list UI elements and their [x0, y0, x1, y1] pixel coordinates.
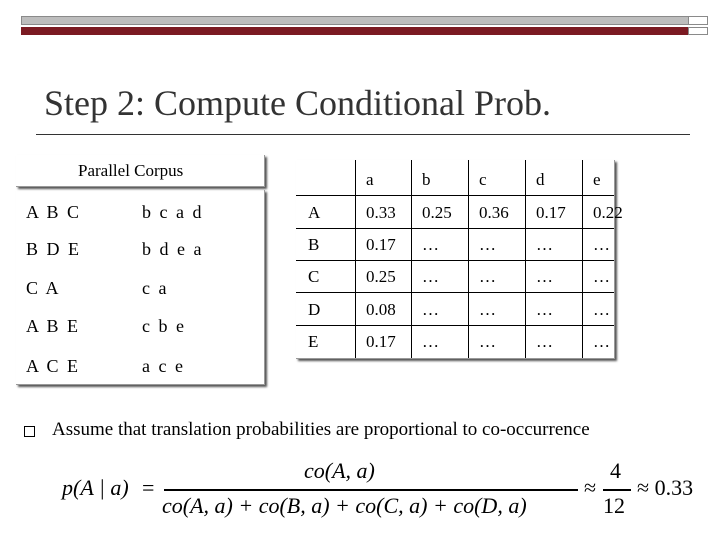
probability-table [296, 160, 623, 358]
table-grid-line [525, 160, 526, 358]
conditional-probability-formula [62, 458, 694, 520]
table-cell: … [536, 267, 553, 286]
formula-lhs: p(A | a) [62, 475, 129, 500]
column-header: a [366, 170, 374, 189]
corpus-header-label: Parallel Corpus [78, 161, 184, 180]
table-cell: … [536, 235, 553, 254]
table-cell: … [422, 332, 439, 351]
row-header: C [308, 267, 320, 286]
corpus-source: A C E [26, 356, 81, 376]
table-cell: 0.33 [366, 203, 396, 222]
table-cell: … [422, 300, 439, 319]
column-header: d [536, 170, 545, 189]
row-header: A [308, 203, 321, 222]
table-cell: 0.36 [479, 203, 509, 222]
red-strip [21, 27, 708, 35]
formula-equals: = [142, 475, 155, 500]
row-header: E [308, 332, 319, 351]
corpus-source: A B E [26, 316, 81, 336]
fraction-bar [603, 489, 631, 491]
page-title: Step 2: Compute Conditional Prob. [44, 83, 552, 123]
table-cell: … [593, 235, 610, 254]
fraction-bar [164, 489, 578, 491]
row-header: B [308, 235, 320, 254]
table-grid-line [582, 160, 583, 358]
table-cell: … [593, 300, 610, 319]
table-cell: 0.25 [366, 267, 396, 286]
table-cell: … [422, 235, 439, 254]
corpus-source: C A [26, 278, 61, 298]
title-divider [36, 134, 690, 135]
table-grid-line [468, 160, 469, 358]
fraction-numerator: 4 [610, 458, 621, 483]
table-grid-line [355, 160, 356, 358]
corpus-target: c a [142, 278, 169, 298]
formula-denominator: co(A, a) + co(B, a) + co(C, a) + co(D, a) [162, 493, 527, 518]
table-cell: … [479, 235, 496, 254]
grey-strip [21, 16, 708, 25]
corpus-list [16, 190, 265, 385]
fraction-denominator: 12 [603, 493, 625, 518]
table-cell: … [479, 267, 496, 286]
table-grid-line [296, 195, 614, 196]
corpus-header [16, 155, 265, 187]
column-header: b [422, 170, 431, 189]
table-cell: … [536, 332, 553, 351]
corpus-source: A B C [26, 202, 82, 222]
corpus-target: a c e [142, 356, 185, 376]
table-cell: … [536, 300, 553, 319]
table-cell: 0.17 [366, 235, 396, 254]
formula-approx: ≈ [584, 475, 597, 500]
table-cell: … [593, 267, 610, 286]
corpus-target: b c a d [142, 202, 204, 222]
table-cell: 0.17 [536, 203, 566, 222]
table-cell: … [479, 332, 496, 351]
table-cell: 0.22 [593, 203, 623, 222]
table-grid-line [296, 292, 614, 293]
square-bullet-icon [24, 426, 35, 437]
table-cell: … [479, 300, 496, 319]
table-cell: … [422, 267, 439, 286]
corpus-source: B D E [26, 239, 81, 259]
column-header: e [593, 170, 601, 189]
table-cell: … [593, 332, 610, 351]
table-cell: 0.17 [366, 332, 396, 351]
corner-box-top [688, 16, 708, 25]
column-header: c [479, 170, 487, 189]
table-cell: 0.08 [366, 300, 396, 319]
formula-result: ≈ 0.33 [637, 475, 694, 500]
corpus-target: c b e [142, 316, 186, 336]
table-grid-line [296, 260, 614, 261]
table-grid-line [296, 228, 614, 229]
row-header: D [308, 300, 321, 319]
table-grid-line [411, 160, 412, 358]
table-grid-line [296, 325, 614, 326]
assumption-text: Assume that translation probabilities are proportional to co-occurrence [52, 419, 590, 440]
table-cell: 0.25 [422, 203, 452, 222]
top-decorative-bar [21, 16, 708, 36]
formula-numerator: co(A, a) [304, 458, 375, 483]
corner-box-bottom [688, 27, 708, 35]
corpus-target: b d e a [142, 239, 204, 259]
